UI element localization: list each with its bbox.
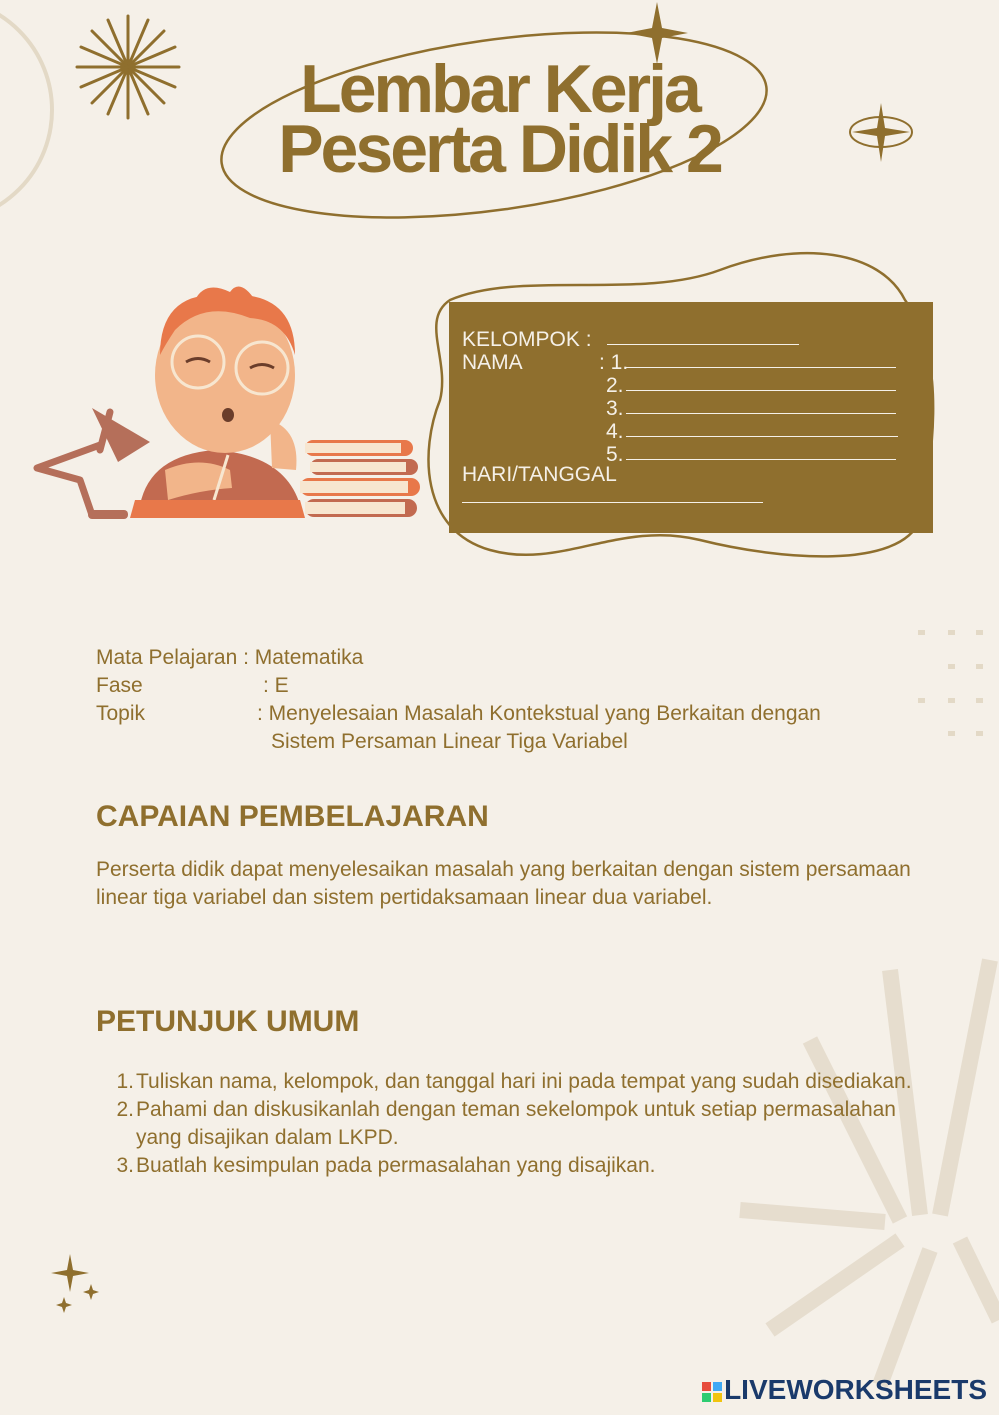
liveworksheets-logo-icon <box>702 1382 722 1402</box>
nama-blank-3[interactable] <box>626 413 896 414</box>
list-item-number: 3. <box>116 1154 134 1177</box>
sparkle-cluster-icon <box>51 1254 99 1313</box>
capaian-heading: CAPAIAN PEMBELAJARAN <box>96 800 489 833</box>
hari-tanggal-label: HARI/TANGGAL <box>462 463 617 486</box>
nama-number-1: : 1. <box>599 351 629 374</box>
nama-number-4: 4. <box>606 420 624 443</box>
brand-text: LIVEWORKSHEETS <box>724 1374 987 1405</box>
student-illustration <box>130 287 305 518</box>
topik-label: Topik <box>96 702 146 725</box>
list-item <box>118 1068 928 1096</box>
nama-label: NAMA <box>462 351 523 374</box>
topik-value-line1: : Menyelesaian Masalah Kontekstual yang Berkaitan dengan <box>257 702 821 725</box>
identity-box <box>449 302 933 533</box>
petunjuk-heading: PETUNJUK UMUM <box>96 1005 360 1038</box>
nama-blank-5[interactable] <box>626 459 896 460</box>
list-item-text: Buatlah kesimpulan pada permasalahan yang disajikan. <box>136 1154 656 1177</box>
fase-label: Fase <box>96 674 143 697</box>
dot-grid-decoration <box>918 630 983 736</box>
nama-number-2: 2. <box>606 374 624 397</box>
nama-number-3: 3. <box>606 397 624 420</box>
fase-value: : E <box>263 674 289 697</box>
topik-value-line2: Sistem Persaman Linear Tiga Variabel <box>271 730 628 753</box>
page-title-line2: Peserta Didik 2 <box>278 111 721 187</box>
list-item-text: Pahami dan diskusikanlah dengan teman sekelompok untuk setiap permasalahan yang disajikan dalam LKPD. <box>136 1098 896 1149</box>
liveworksheets-brand[interactable] <box>702 1374 987 1406</box>
kelompok-label: KELOMPOK : <box>462 328 592 351</box>
list-item <box>118 1096 928 1152</box>
page-title-line1: Lembar Kerja <box>300 51 699 127</box>
petunjuk-list <box>118 1068 928 1180</box>
mapel-row: Mata Pelajaran : Matematika <box>96 646 364 669</box>
list-item-number: 2. <box>116 1098 134 1121</box>
nama-blank-2[interactable] <box>626 390 896 391</box>
nama-number-5: 5. <box>606 443 624 466</box>
hari-tanggal-blank[interactable] <box>462 502 763 503</box>
capaian-text: Perserta didik dapat menyelesaikan masalah yang berkaitan dengan sistem persamaan linear tiga variabel dan sistem pertidaksamaan linear dua variabel. <box>96 858 911 909</box>
nama-blank-1[interactable] <box>626 367 896 368</box>
desk-lamp-icon <box>37 408 150 519</box>
nama-blank-4[interactable] <box>626 436 898 437</box>
list-item <box>118 1152 928 1180</box>
list-item-number: 1. <box>116 1070 134 1093</box>
list-item-text: Tuliskan nama, kelompok, dan tanggal hari ini pada tempat yang sudah disediakan. <box>136 1070 912 1093</box>
book-stack-icon <box>300 440 420 517</box>
kelompok-blank[interactable] <box>607 344 799 345</box>
